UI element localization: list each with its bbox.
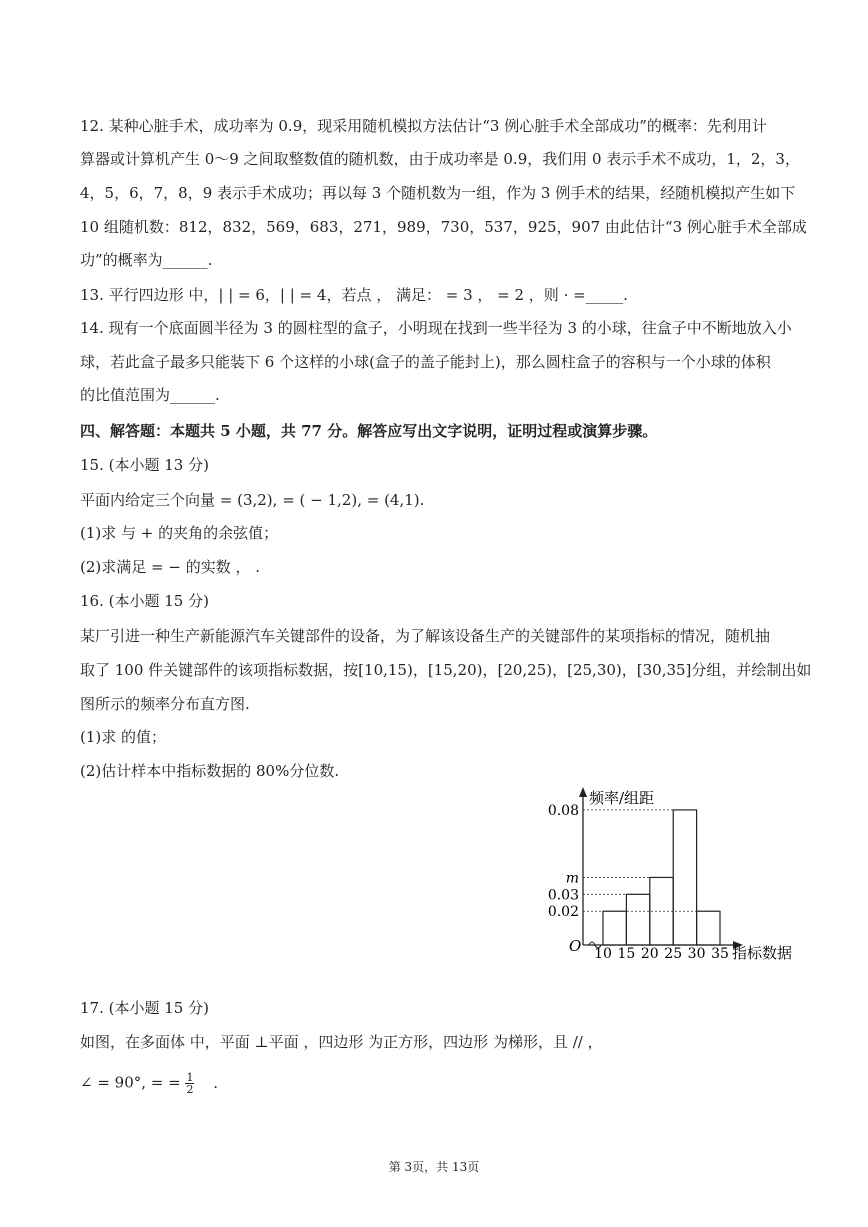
q12-line2: 算器或计算机产生 0～9 之间取整数值的随机数，由于成功率是 0.9，我们用 0 表示手术不成功，1，2，3， [80, 150, 800, 168]
q17-line2-end: . [213, 1073, 219, 1092]
y-axis-arrow [579, 787, 587, 797]
page-footer: 第 3页，共 13页 [388, 1160, 480, 1174]
q17-line1: 如图，在多面体 中，平面 ⊥平面 ，四边形 为正方形，四边形 为梯形，且 // ， [80, 1033, 603, 1051]
q16-header: 16. (本小题 15 分) [80, 592, 209, 610]
y-tick-label: 0.03 [547, 887, 579, 904]
fraction [185, 1072, 194, 1095]
histogram-bar [626, 894, 649, 945]
histogram-bar [650, 877, 673, 945]
q17-line2 [80, 1072, 218, 1095]
q12-line3: 4，5，6，7，8，9 表示手术成功；再以每 3 个随机数为一组，作为 3 例手术的结果，经随机模拟产生如下 [80, 184, 796, 202]
q16-line1: 某厂引进一种生产新能源汽车关键部件的设备，为了解该设备生产的关键部件的某项指标的情况，随机抽 [80, 627, 771, 645]
q17-header: 17. (本小题 15 分) [80, 999, 209, 1017]
x-tick-label: 35 [711, 946, 729, 962]
frequency-histogram [545, 785, 805, 970]
q15-header: 15. (本小题 13 分) [80, 456, 209, 474]
q17-line2-text: ∠ = 90°, = = [80, 1073, 186, 1092]
q15-line3: (2)求满足 = − 的实数 ， . [80, 558, 260, 576]
x-tick-label: 30 [687, 946, 706, 962]
q16-line2: 取了 100 件关键部件的该项指标数据，按[10,15)，[15,20)，[20,25)，[25,30)，[30,35]分组，并绘制出如 [80, 661, 812, 679]
y-tick-label: m [565, 870, 579, 887]
q16-line4: (1)求 的值； [80, 728, 167, 746]
section-heading: 四、解答题：本题共 5 小题，共 77 分。解答应写出文字说明，证明过程或演算步骤。 [80, 422, 658, 440]
x-tick-label: 25 [664, 946, 683, 962]
q16-line5: (2)估计样本中指标数据的 80%分位数. [80, 762, 340, 780]
q13-line1: 13. 平行四边形 中，| | = 6，| | = 4，若点 ， 满足： = 3 ， = 2 ，则 · =_____. [80, 286, 628, 304]
q14-line3: 的比值范围为______. [80, 386, 220, 404]
x-tick-label: 15 [617, 946, 636, 962]
q14-line1: 14. 现有一个底面圆半径为 3 的圆柱型的盒子，小明现在找到一些半径为 3 的小球，往盒子中不断地放入小 [80, 319, 792, 337]
q16-line3: 图所示的频率分布直方图. [80, 695, 250, 713]
histogram-bar [697, 911, 720, 945]
q12-line1: 12. 某种心脏手术，成功率为 0.9，现采用随机模拟方法估计“3 例心脏手术全部成功”的概率：先利用计 [80, 117, 767, 135]
fraction-denominator: 2 [186, 1083, 194, 1096]
x-axis-label: 指标数据 [732, 944, 793, 962]
q15-line1: 平面内给定三个向量 = (3,2), = ( − 1,2), = (4,1). [80, 491, 425, 509]
q12-line4: 10 组随机数：812，832，569，683，271，989，730，537，925，907 由此估计“3 例心脏手术全部成 [80, 218, 807, 236]
q12-line5: 功”的概率为______. [80, 251, 213, 269]
x-tick-label: 20 [640, 946, 659, 962]
y-tick-label: 0.08 [547, 802, 579, 819]
q14-line2: 球，若此盒子最多只能装下 6 个这样的小球(盒子的盖子能封上)，那么圆柱盒子的容积与一个小球的体积 [80, 353, 771, 371]
y-tick-label: 0.02 [547, 904, 579, 921]
x-tick-label: 10 [594, 946, 612, 962]
origin-label: O [569, 937, 582, 955]
y-axis-label: 频率/组距 [589, 789, 655, 807]
fraction-numerator: 1 [186, 1071, 194, 1084]
histogram-bar [603, 911, 626, 945]
histogram-bar [673, 810, 696, 945]
q15-line2: (1)求 与 + 的夹角的余弦值； [80, 524, 279, 542]
